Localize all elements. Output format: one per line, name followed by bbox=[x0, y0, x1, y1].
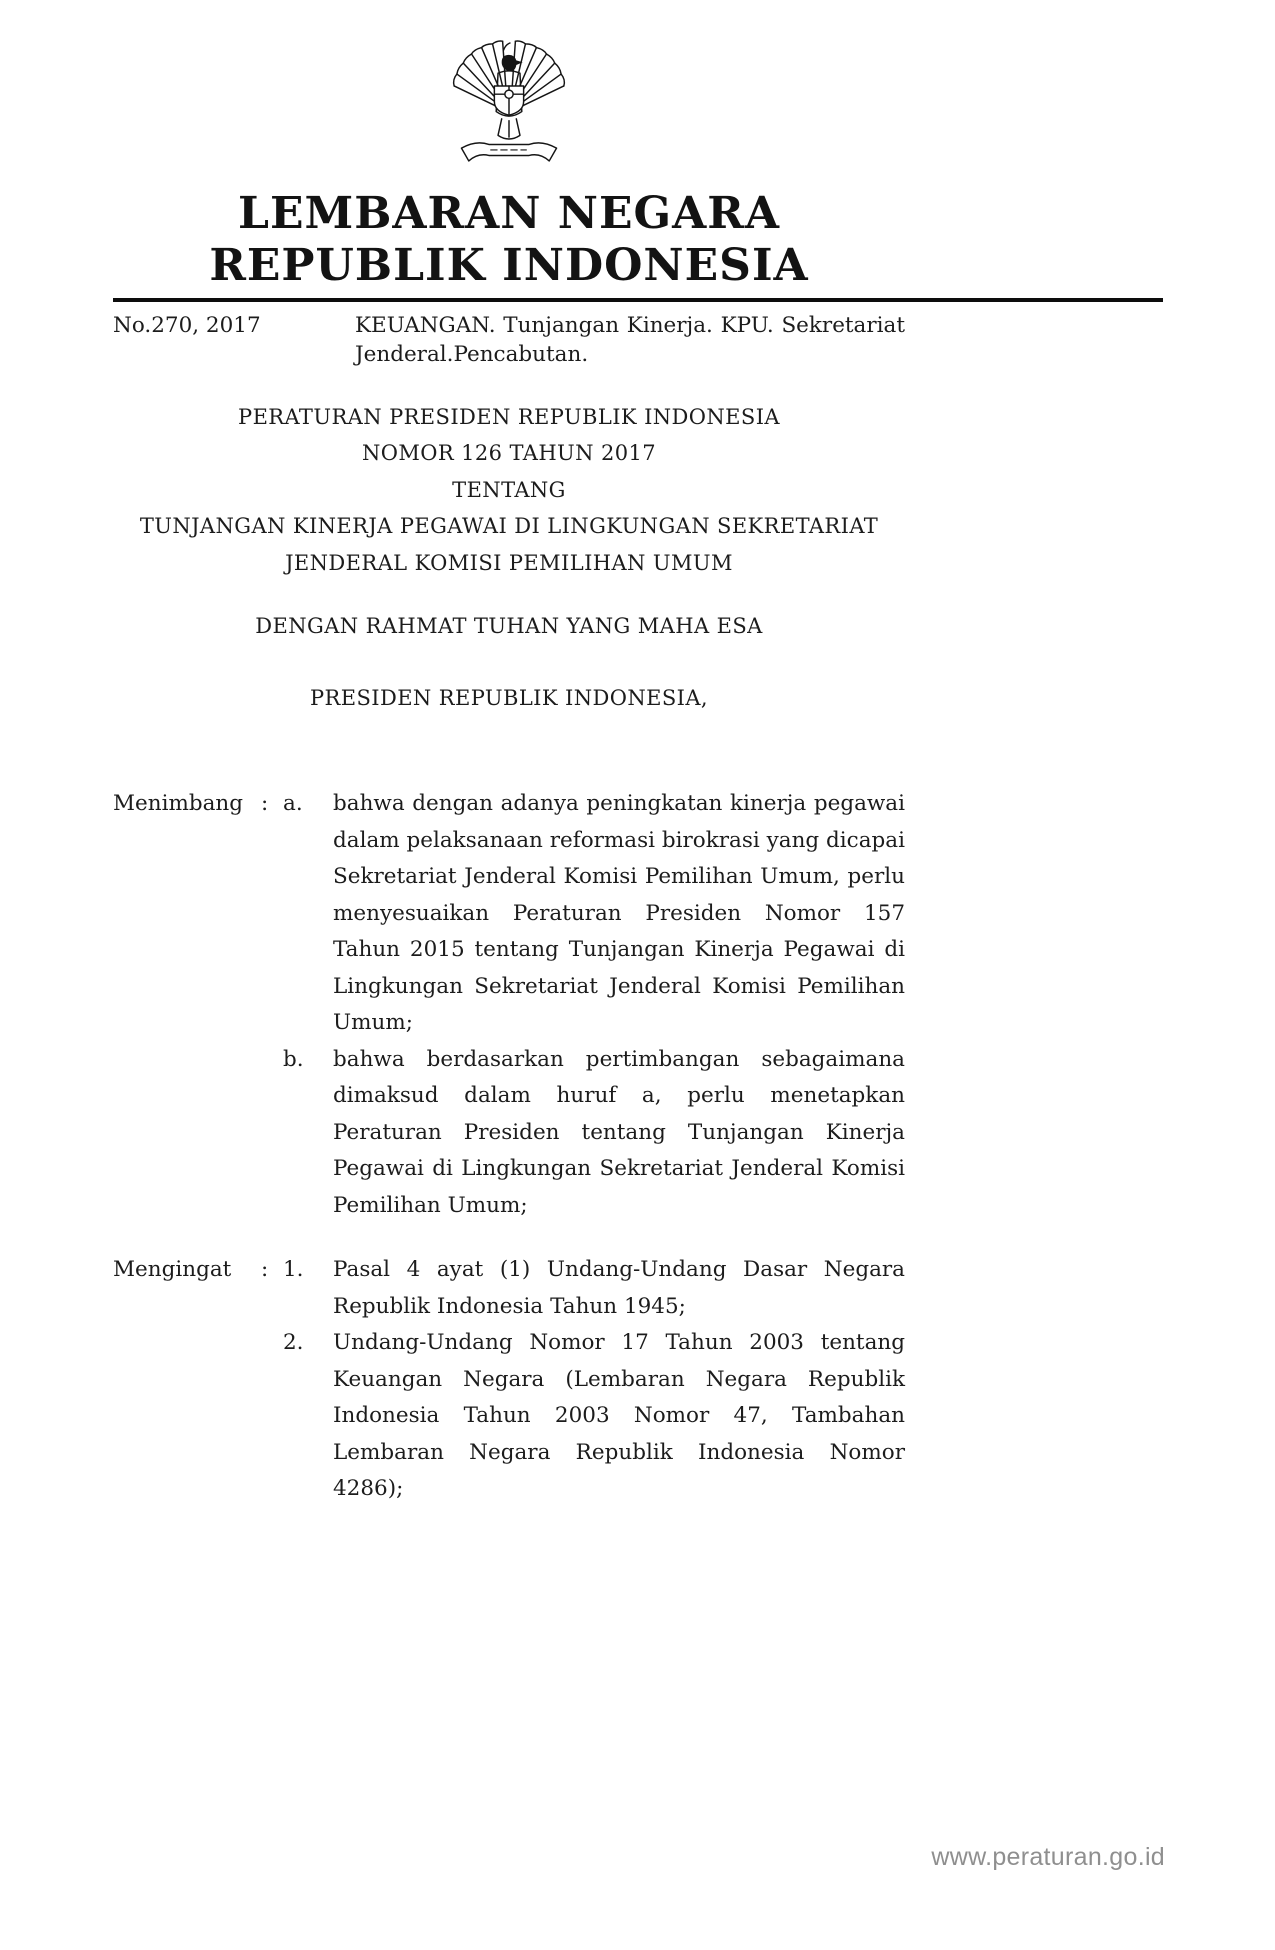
legal-basis-items bbox=[283, 1252, 905, 1508]
regulation-subject-line1: TUNJANGAN KINERJA PEGAWAI DI LINGKUNGAN SEKRETARIAT bbox=[139, 514, 879, 539]
authority-line: PRESIDEN REPUBLIK INDONESIA, bbox=[310, 686, 708, 711]
regulation-title-block bbox=[113, 399, 905, 581]
watermark-url: www.peraturan.go.id bbox=[931, 1843, 1165, 1871]
header-rule bbox=[113, 298, 1163, 302]
garuda-pancasila-emblem-icon bbox=[445, 38, 573, 176]
gazette-masthead bbox=[113, 188, 905, 292]
regulation-subject-line2: JENDERAL KOMISI PEMILIHAN UMUM bbox=[285, 550, 733, 575]
issue-number: No.270, 2017 bbox=[113, 313, 261, 338]
item-marker: 1. bbox=[283, 1257, 304, 1283]
item-text: Undang-Undang Nomor 17 Tahun 2003 tentang Keuangan Negara (Lembaran Negara Republik Indonesia Tahun 2003 Nomor 47, Tambahan Lembaran Negara Republik Indonesia Nomor 4286); bbox=[333, 1330, 905, 1502]
gazette-title-line1: LEMBARAN NEGARA bbox=[238, 188, 780, 239]
consideration-item bbox=[283, 786, 905, 1042]
considerations-items bbox=[283, 786, 905, 1224]
regulation-title: PERATURAN PRESIDEN REPUBLIK INDONESIA bbox=[238, 405, 780, 429]
legal-basis-label: Mengingat bbox=[113, 1257, 232, 1283]
legal-basis-item bbox=[283, 1252, 905, 1325]
tentang-label: TENTANG bbox=[452, 477, 566, 502]
considerations-section bbox=[113, 786, 905, 1224]
regulation-number: NOMOR 126 TAHUN 2017 bbox=[361, 441, 657, 466]
considerations-colon: : bbox=[261, 791, 269, 817]
item-text: bahwa dengan adanya peningkatan kinerja pegawai dalam pelaksanaan reformasi birokrasi yang dicapai Sekretariat Jenderal Komisi Pemilihan Umum, perlu menyesuaikan Peraturan Presiden Nomor 157 Tahun 2015 tentang Tunjangan Kinerja Pegawai di Lingkungan Sekretariat Jenderal Komisi Pemilihan Umum; bbox=[333, 791, 905, 1036]
legal-basis-section bbox=[113, 1252, 905, 1508]
considerations-label: Menimbang bbox=[113, 791, 244, 817]
item-marker: a. bbox=[283, 791, 303, 817]
invocation-line: DENGAN RAHMAT TUHAN YANG MAHA ESA bbox=[255, 614, 763, 639]
item-marker: 2. bbox=[283, 1330, 304, 1356]
item-text: bahwa berdasarkan pertimbangan sebagaimana dimaksud dalam huruf a, perlu menetapkan Peraturan Presiden tentang Tunjangan Kinerja Pegawai di Lingkungan Sekretariat Jenderal Komisi Pemilihan Umum; bbox=[333, 1046, 905, 1218]
subject-line: KEUANGAN. Tunjangan Kinerja. KPU. Sekretariat Jenderal.Pencabutan. bbox=[355, 313, 905, 367]
item-marker: b. bbox=[283, 1046, 304, 1072]
legal-basis-item bbox=[283, 1325, 905, 1508]
item-text: Pasal 4 ayat (1) Undang-Undang Dasar Negara Republik Indonesia Tahun 1945; bbox=[333, 1257, 905, 1319]
gazette-title-line2: REPUBLIK INDONESIA bbox=[209, 240, 809, 291]
issue-row bbox=[113, 311, 905, 369]
consideration-item bbox=[283, 1042, 905, 1225]
legal-basis-colon: : bbox=[261, 1257, 269, 1283]
emblem-container bbox=[113, 0, 905, 176]
